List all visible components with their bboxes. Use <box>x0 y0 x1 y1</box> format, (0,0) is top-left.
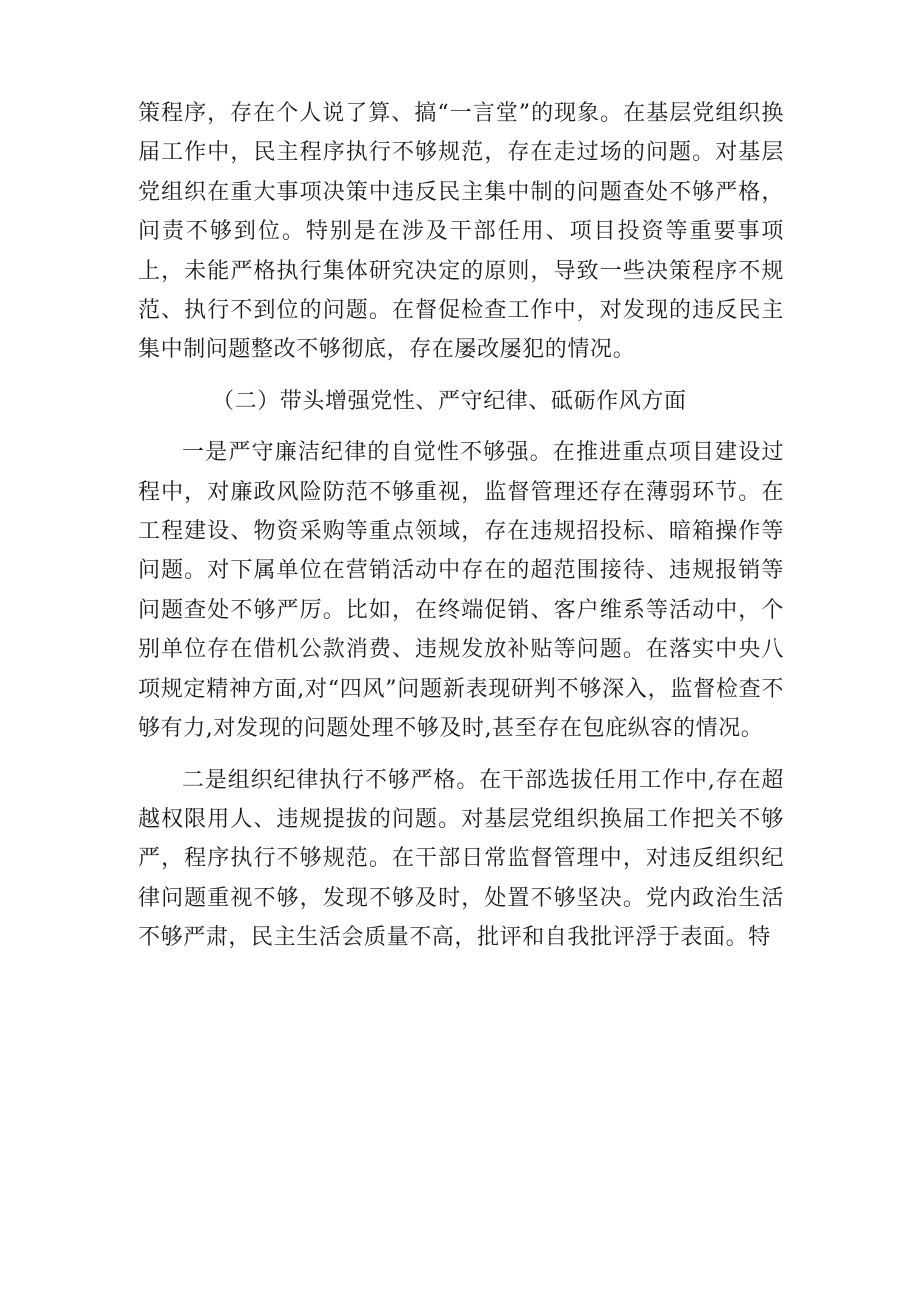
paragraph-integrity-discipline: 一是严守廉洁纪律的自觉性不够强。在推进重点项目建设过程中，对廉政风险防范不够重视，监督管理还存在薄弱环节。在工程建设、物资采购等重点领域，存在违规招投标、暗箱操作等问题。对下属单位在营销活动中存在的超范围接待、违规报销等问题查处不够严厉。比如，在终端促销、客户维系等活动中，个别单位存在借机公款消费、违规发放补贴等问题。在落实中央八项规定精神方面,对“四风”问题新表现研判不够深入，监督检查不够有力,对发现的问题处理不够及时,甚至存在包庇纵容的情况。 <box>138 440 784 742</box>
document-body <box>138 94 784 958</box>
section-heading: （二）带头增强党性、严守纪律、砥砺作风方面 <box>212 388 687 414</box>
paragraph-organizational-discipline: 二是组织纪律执行不够严格。在干部选拔任用工作中,存在超越权限用人、违规提拔的问题。对基层党组织换届工作把关不够严，程序执行不够规范。在干部日常监督管理中，对违反组织纪律问题重视不够，发现不够及时，处置不够坚决。党内政治生活不够严肃，民主生活会质量不高，批评和自我批评浮于表面。特 <box>138 767 784 951</box>
paragraph-continuation: 策程序，存在个人说了算、搞“一言堂”的现象。在基层党组织换届工作中，民主程序执行不够规范，存在走过场的问题。对基层党组织在重大事项决策中违反民主集中制的问题查处不够严格，问责不够到位。特别是在涉及干部任用、项目投资等重要事项上，未能严格执行集体研究决定的原则，导致一些决策程序不规范、执行不到位的问题。在督促检查工作中，对发现的违反民主集中制问题整改不够彻底，存在屡改屡犯的情况。 <box>138 101 784 363</box>
